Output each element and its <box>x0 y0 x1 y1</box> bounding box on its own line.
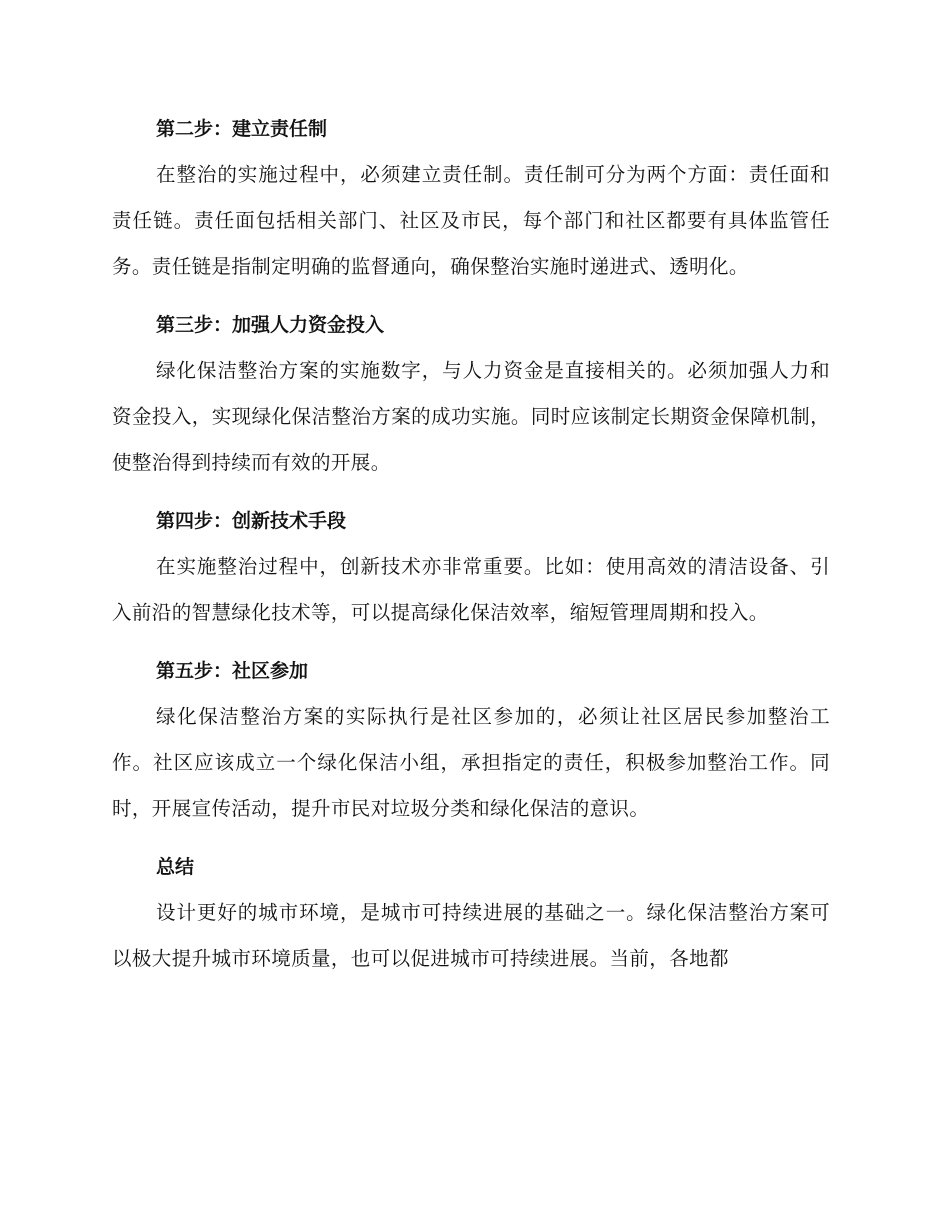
section-paragraph-summary: 设计更好的城市环境，是城市可持续进展的基础之一。绿化保洁整治方案可以极大提升城市环境质量，也可以促进城市可持续进展。当前，各地都 <box>112 901 830 970</box>
section-heading-step-2: 第二步：建立责任制 <box>156 118 328 140</box>
section-paragraph-step-5: 绿化保洁整治方案的实际执行是社区参加的，必须让社区居民参加整治工作。社区应该成立一个绿化保洁小组，承担指定的责任，积极参加整治工作。同时，开展宣传活动，提升市民对垃圾分类和绿化保洁的意识。 <box>112 705 830 820</box>
section-heading-step-3: 第三步：加强人力资金投入 <box>156 314 385 336</box>
section-heading-step-5: 第五步：社区参加 <box>156 660 309 682</box>
section-paragraph-step-3: 绿化保洁整治方案的实施数字，与人力资金是直接相关的。必须加强人力和资金投入，实现绿化保洁整治方案的成功实施。同时应该制定长期资金保障机制，使整治得到持续而有效的开展。 <box>112 359 830 474</box>
section-paragraph-step-4: 在实施整治过程中，创新技术亦非常重要。比如：使用高效的清洁设备、引入前沿的智慧绿化技术等，可以提高绿化保洁效率，缩短管理周期和投入。 <box>112 555 830 624</box>
section-heading-summary: 总结 <box>156 856 195 878</box>
section-paragraph-step-2: 在整治的实施过程中，必须建立责任制。责任制可分为两个方面：责任面和责任链。责任面包括相关部门、社区及市民，每个部门和社区都要有具体监管任务。责任链是指制定明确的监督通向，确保整治实施时递进式、透明化。 <box>112 163 830 278</box>
section-heading-step-4: 第四步：创新技术手段 <box>156 510 347 532</box>
document-body <box>112 106 830 994</box>
